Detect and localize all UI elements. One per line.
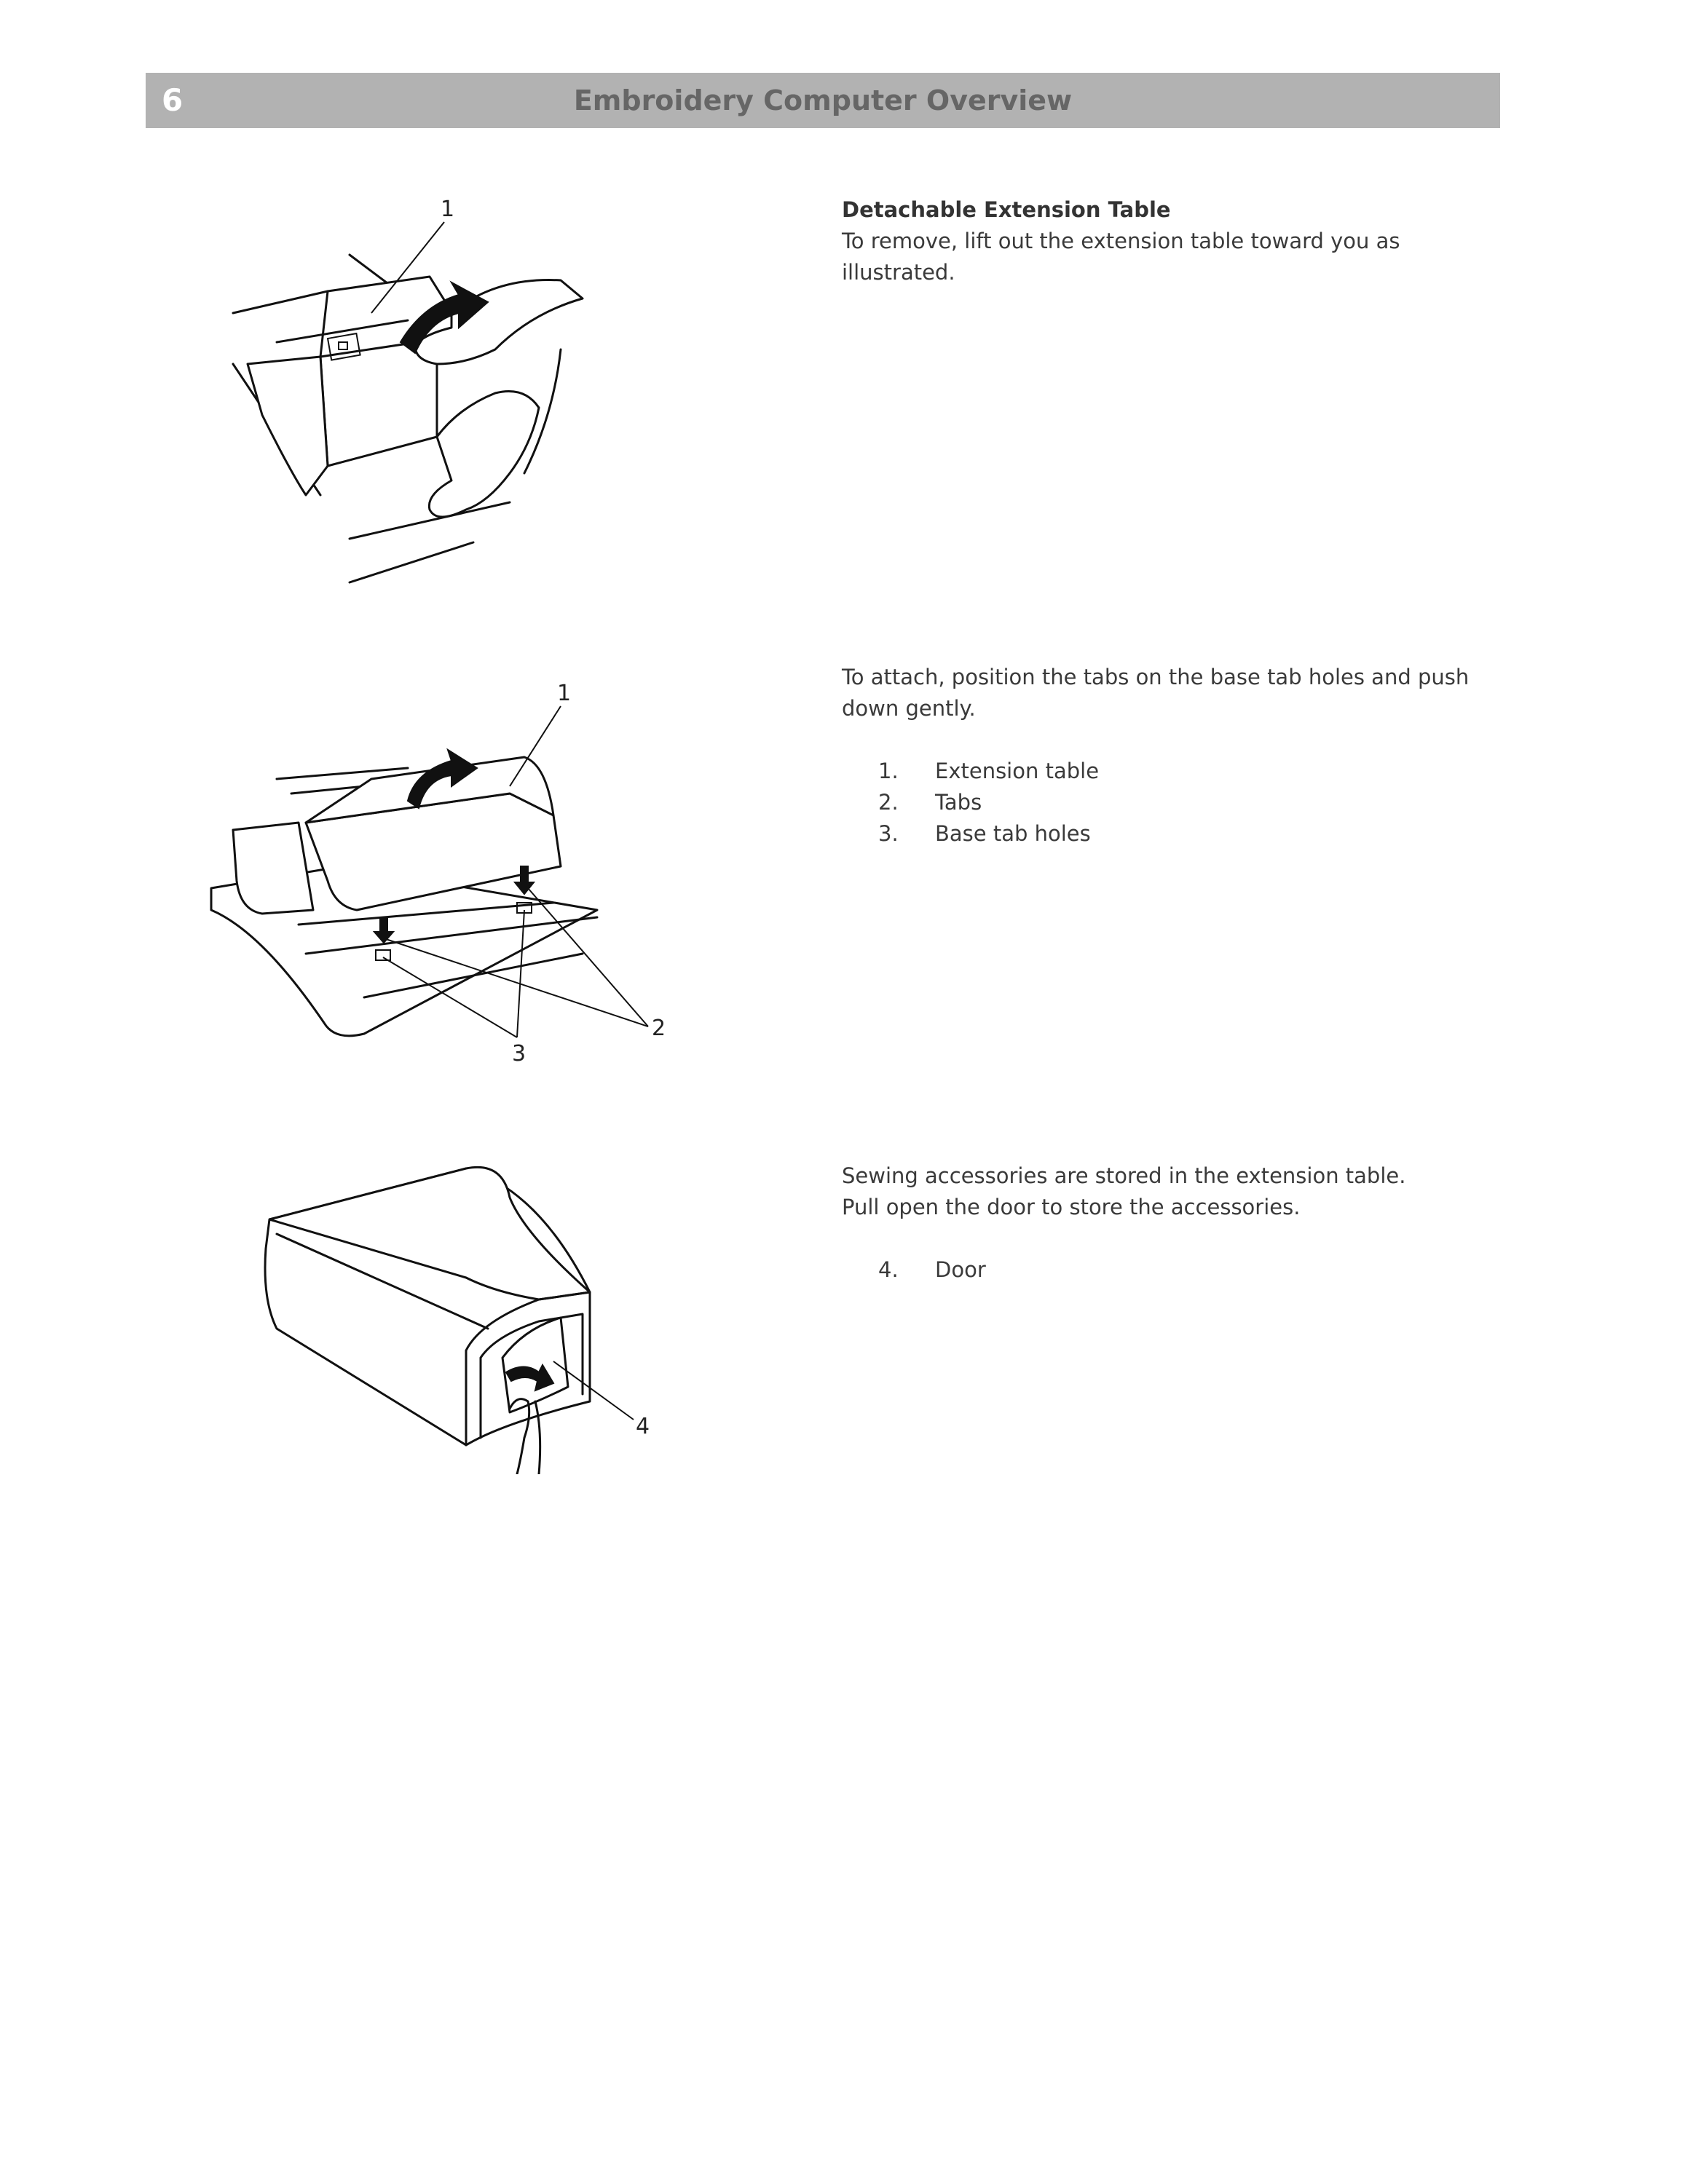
page-number: 6 <box>162 82 184 118</box>
illustration-attach-table <box>189 681 685 1085</box>
callout-1: 1 <box>441 197 455 222</box>
page-title: Embroidery Computer Overview <box>573 84 1073 116</box>
section-remove <box>842 194 1483 288</box>
callout-1: 1 <box>557 681 572 706</box>
illustration-remove-table <box>218 197 670 604</box>
header-bar <box>146 73 1500 128</box>
attach-instructions: To attach, position the tabs on the base tab holes and push down gently. <box>842 665 1470 721</box>
list-item: 1. Extension table <box>878 759 1100 783</box>
list-item: 4. Door <box>878 1257 986 1282</box>
remove-instructions: To remove, lift out the extension table toward you as illustrated. <box>842 229 1400 285</box>
storage-line-1: Sewing accessories are stored in the extension table. <box>842 1163 1406 1188</box>
parts-list <box>842 756 1483 850</box>
storage-line-2: Pull open the door to store the accessories. <box>842 1195 1301 1219</box>
callout-3: 3 <box>512 1041 526 1067</box>
callout-4: 4 <box>636 1414 650 1439</box>
illustration-accessory-storage <box>248 1154 685 1474</box>
callout-2: 2 <box>652 1016 666 1041</box>
section-attach <box>842 662 1483 850</box>
section-storage <box>842 1160 1483 1286</box>
list-item: 3. Base tab holes <box>878 821 1091 846</box>
list-item: 2. Tabs <box>878 790 982 815</box>
door-list <box>842 1254 1483 1286</box>
section-heading: Detachable Extension Table <box>842 197 1171 222</box>
